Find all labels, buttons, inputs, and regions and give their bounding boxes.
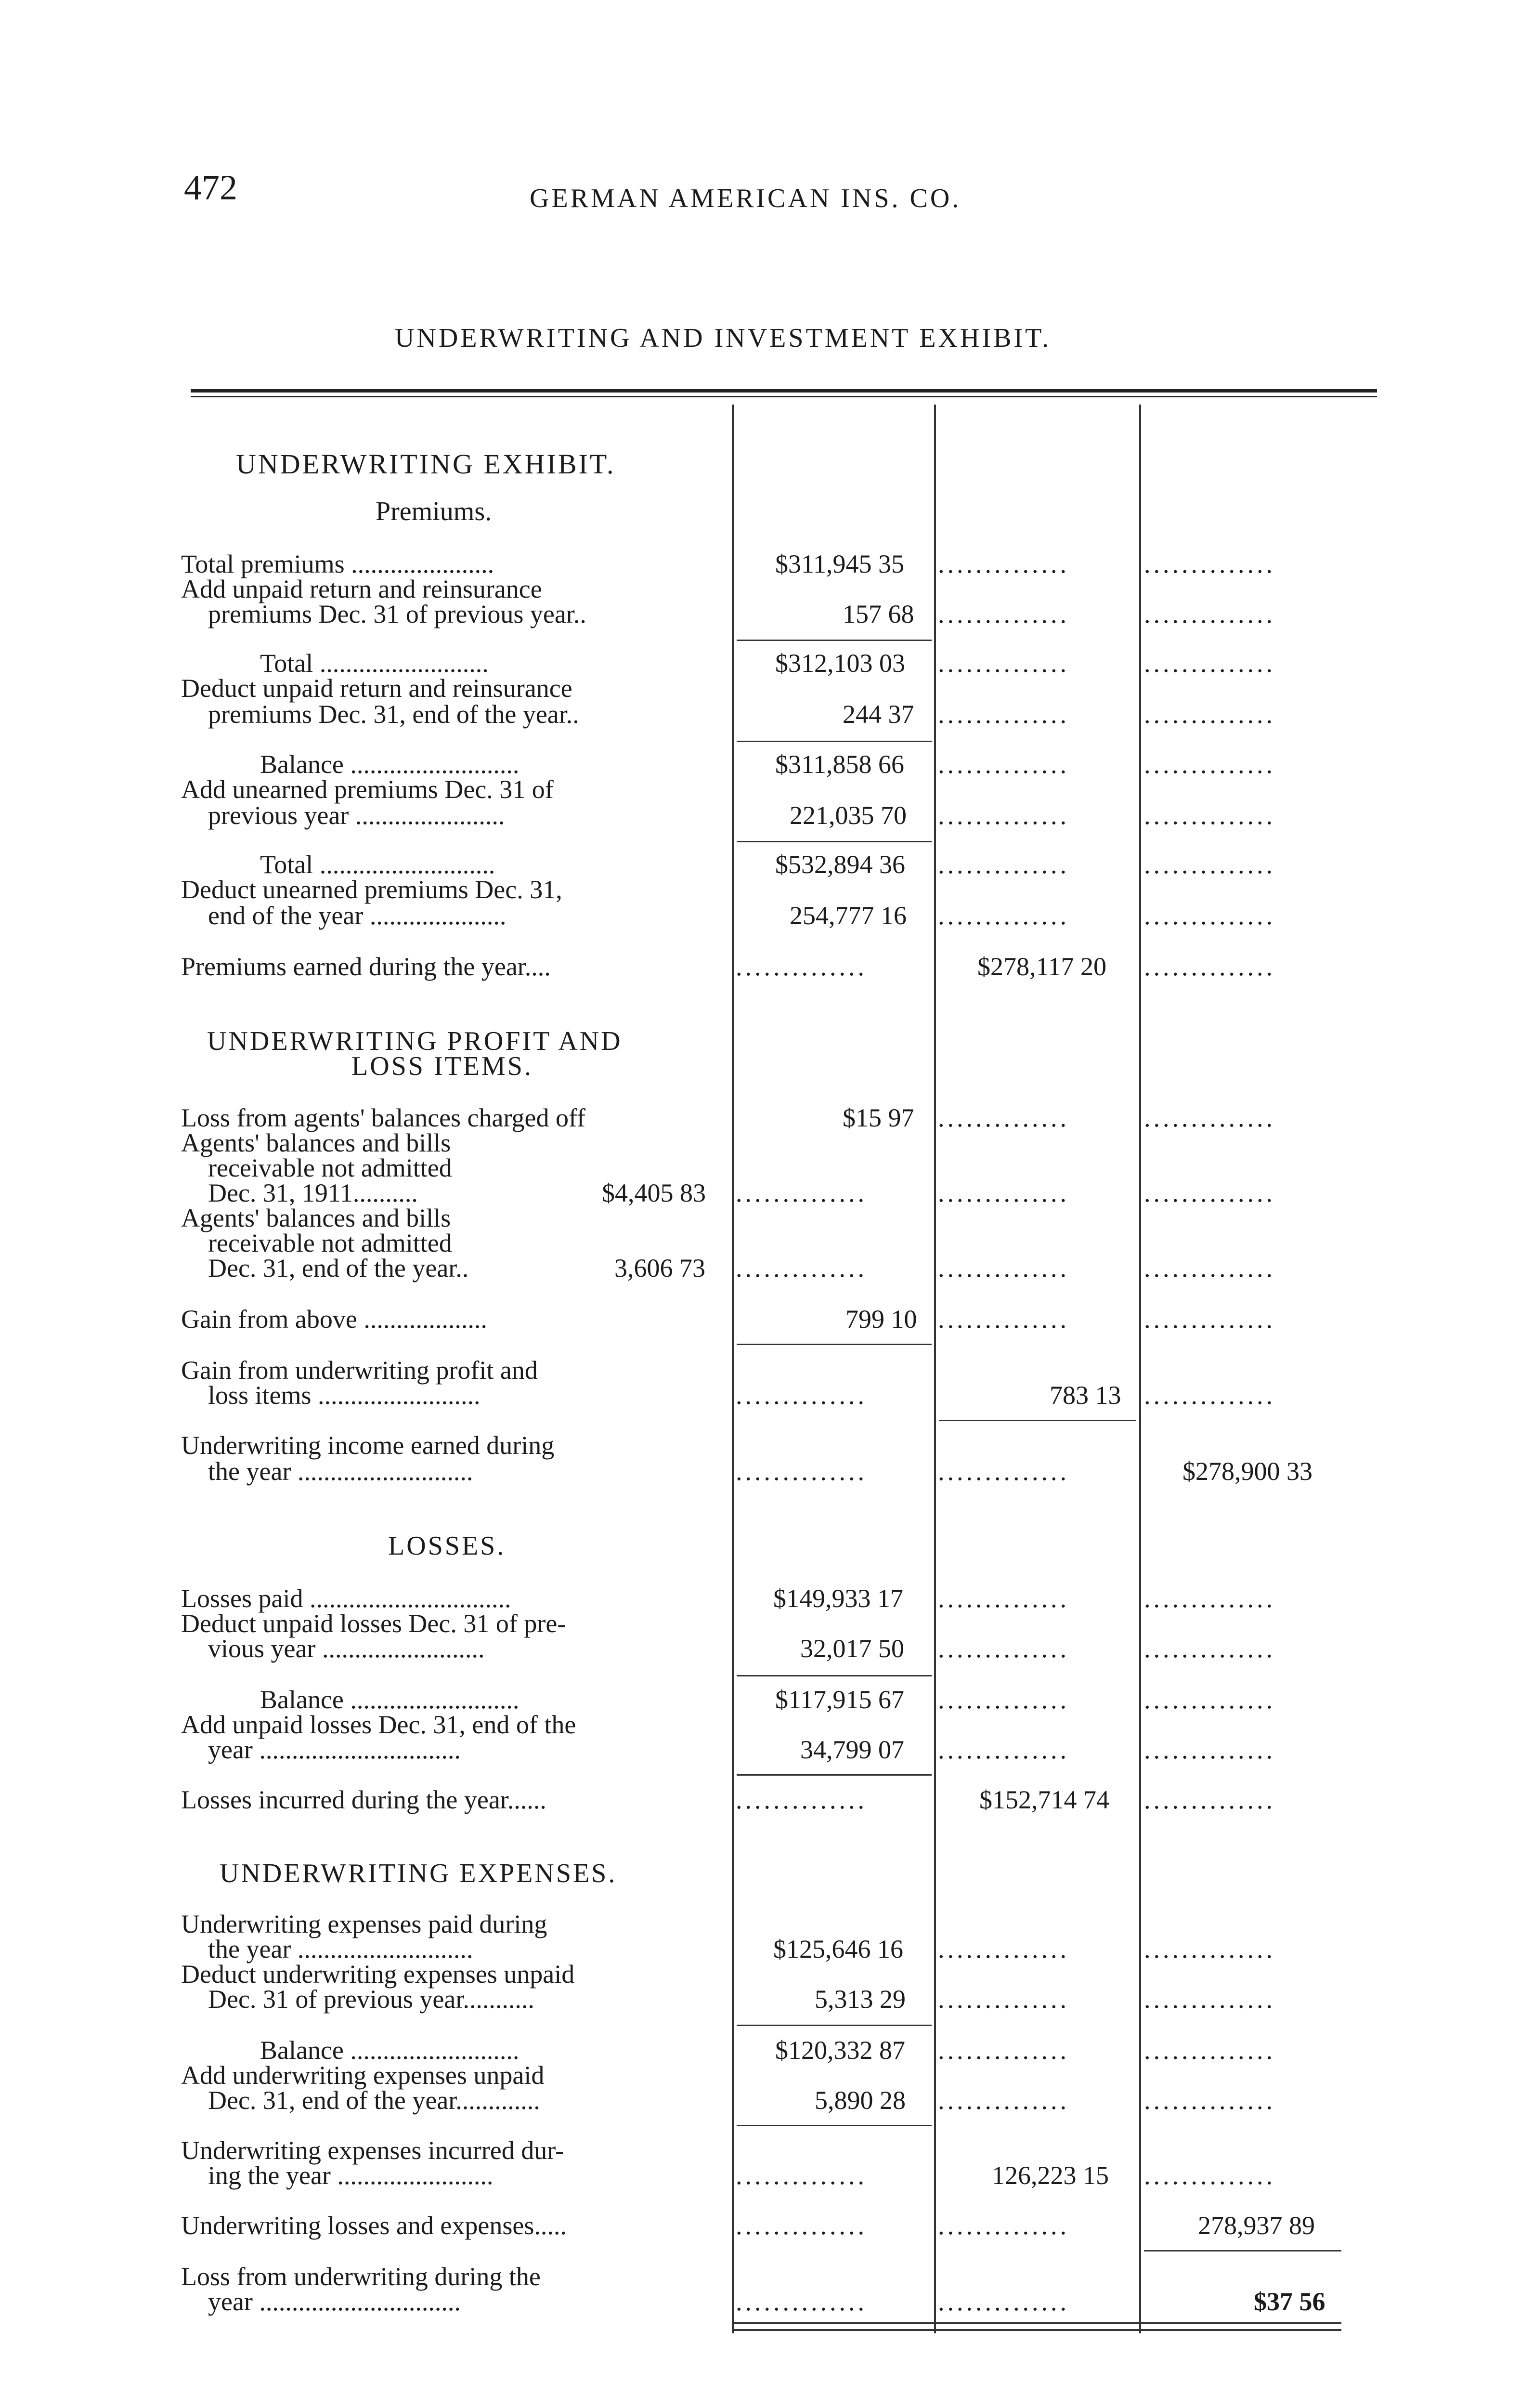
dot-leader: .............. [1144,1254,1275,1283]
row-label: Underwriting expenses incurred dur- [181,2136,564,2165]
row-label: end of the year ..................... [208,901,507,930]
column-divider-1 [732,405,734,2333]
row-value: 783 13 [1050,1381,1121,1410]
row-label: Add unpaid losses Dec. 31, end of the [181,1710,576,1739]
dot-leader: .............. [1144,2036,1275,2065]
row-label: Dec. 31, 1911.......... [208,1178,418,1207]
dot-leader: .............. [736,2287,867,2316]
row-label: Agents' balances and bills [181,1204,451,1232]
sum-rule [737,841,932,842]
row-label: Premiums earned during the year.... [181,952,551,981]
column-divider-3 [1139,405,1141,2333]
dot-leader: .............. [1144,1305,1275,1334]
row-label: Gain from underwriting profit and [181,1356,538,1385]
sum-rule [737,2125,932,2126]
sum-rule [737,1675,932,1676]
dot-leader: .............. [938,901,1069,930]
dot-leader: .............. [938,850,1069,879]
dot-leader: .............. [938,2287,1069,2316]
row-label: Dec. 31, end of the year.. [208,1254,469,1283]
row-label: Balance .......................... [260,1685,520,1714]
row-label: receivable not admitted [208,1153,452,1182]
row-value: 254,777 16 [790,901,907,930]
row-value: 5,890 28 [815,2086,906,2115]
double-rule-upper [734,2322,1341,2324]
dot-leader: .............. [1144,1584,1275,1613]
dot-leader: .............. [736,1178,867,1207]
dot-leader: .............. [1144,600,1275,628]
row-label: previous year ....................... [208,801,505,830]
dot-leader: .............. [1144,1381,1275,1410]
dot-leader: .............. [736,952,867,981]
row-value: 3,606 73 [614,1254,705,1283]
row-label: Underwriting losses and expenses..... [181,2211,567,2240]
row-label: premiums Dec. 31, end of the year.. [208,700,579,729]
row-value: 244 37 [843,700,914,729]
section-underwriting-exhibit: UNDERWRITING EXHIBIT. [236,448,616,480]
sum-rule [737,1344,932,1345]
dot-leader: .............. [938,1178,1069,1207]
row-label: Deduct underwriting expenses unpaid [181,1960,575,1989]
sum-rule [737,1774,932,1776]
row-value: $117,915 67 [775,1685,904,1714]
row-value: $278,117 20 [977,952,1106,981]
row-value: $532,894 36 [775,850,905,879]
dot-leader: .............. [938,1305,1069,1334]
dot-leader: .............. [1144,750,1275,779]
dot-leader: .............. [1144,1103,1275,1132]
row-label: the year ........................... [208,1935,473,1963]
row-label: vious year ......................... [208,1634,485,1663]
dot-leader: .............. [1144,901,1275,930]
dot-leader: .............. [736,1254,867,1283]
double-rule-lower [734,2329,1341,2331]
row-label: ing the year ........................ [208,2161,494,2190]
dot-leader: .............. [1144,550,1275,578]
row-label: premiums Dec. 31 of previous year.. [208,600,586,628]
row-value: $120,332 87 [775,2036,905,2065]
dot-leader: .............. [1144,700,1275,729]
sum-rule [737,640,932,641]
dot-leader: .............. [938,600,1069,628]
section-profit-loss-2: LOSS ITEMS. [351,1051,533,1081]
row-label: year ............................... [208,2287,461,2316]
row-label: Underwriting income earned during [181,1431,555,1460]
row-label: Agents' balances and bills [181,1128,451,1157]
top-rule-thin [191,396,1377,397]
dot-leader: .............. [1144,850,1275,879]
dot-leader: .............. [938,801,1069,830]
row-value: $312,103 03 [775,649,905,678]
row-label: Total premiums ...................... [181,550,494,578]
section-losses: LOSSES. [388,1531,506,1561]
row-label: Loss from underwriting during the [181,2262,541,2291]
row-value: 157 68 [843,600,914,628]
row-label: loss items ......................... [208,1381,481,1410]
dot-leader: .............. [1144,1685,1275,1714]
row-label: Underwriting expenses paid during [181,1910,547,1938]
row-label: Dec. 31, end of the year............. [208,2086,540,2115]
row-value: $149,933 17 [773,1584,903,1613]
row-label: Add underwriting expenses unpaid [181,2061,545,2090]
dot-leader: .............. [1144,2161,1275,2190]
dot-leader: .............. [1144,1178,1275,1207]
row-label: Add unearned premiums Dec. 31 of [181,775,554,804]
dot-leader: .............. [938,1985,1069,2014]
dot-leader: .............. [938,1935,1069,1963]
dot-leader: .............. [938,1103,1069,1132]
dot-leader: .............. [736,1381,867,1410]
dot-leader: .............. [1144,1735,1275,1764]
top-rule [191,389,1377,393]
section-profit-loss: UNDERWRITING PROFIT AND [207,1026,623,1056]
row-label: Total .......................... [260,649,489,678]
row-value: $311,858 66 [775,750,904,779]
dot-leader: .............. [938,1254,1069,1283]
sum-rule [1144,2250,1341,2251]
dot-leader: .............. [1144,1634,1275,1663]
page-number: 472 [184,168,237,208]
column-divider-2 [934,405,936,2333]
dot-leader: .............. [938,649,1069,678]
row-label: Total ........................... [260,850,495,879]
row-label: Losses incurred during the year...... [181,1785,546,1814]
dot-leader: .............. [736,2161,867,2190]
row-label: Gain from above ................... [181,1305,487,1334]
row-label: Deduct unearned premiums Dec. 31, [181,875,562,904]
dot-leader: .............. [1144,801,1275,830]
running-title: GERMAN AMERICAN INS. CO. [530,183,961,213]
row-value: 126,223 15 [992,2161,1109,2190]
section-premiums: Premiums. [376,497,492,526]
row-label: Balance .......................... [260,750,520,779]
row-label: Loss from agents' balances charged off [181,1103,585,1132]
exhibit-title: UNDERWRITING AND INVESTMENT EXHIBIT. [395,323,1052,353]
row-value: $37 56 [1254,2287,1325,2316]
row-label: Deduct unpaid losses Dec. 31 of pre- [181,1609,566,1638]
dot-leader: .............. [938,1584,1069,1613]
dot-leader: .............. [1144,649,1275,678]
dot-leader: .............. [736,1457,867,1486]
dot-leader: .............. [736,2211,867,2240]
dot-leader: .............. [938,2211,1069,2240]
row-value: 799 10 [845,1305,917,1334]
row-value: 32,017 50 [800,1634,904,1663]
dot-leader: .............. [938,1685,1069,1714]
dot-leader: .............. [1144,1985,1275,2014]
dot-leader: .............. [938,750,1069,779]
row-label: Dec. 31 of previous year........... [208,1985,534,2014]
row-label: receivable not admitted [208,1229,452,1257]
row-value: 278,937 89 [1198,2211,1315,2240]
dot-leader: .............. [938,1457,1069,1486]
dot-leader: .............. [938,2086,1069,2115]
row-value: $15 97 [843,1103,914,1132]
sum-rule [737,741,932,742]
row-value: 5,313 29 [815,1985,906,2014]
dot-leader: .............. [938,1634,1069,1663]
dot-leader: .............. [938,550,1069,578]
section-expenses: UNDERWRITING EXPENSES. [220,1858,617,1888]
sum-rule [737,2025,932,2026]
row-label: year ............................... [208,1735,461,1764]
dot-leader: .............. [1144,2086,1275,2115]
sum-rule [939,1420,1136,1421]
row-label: the year ........................... [208,1457,473,1486]
dot-leader: .............. [938,2036,1069,2065]
row-value: $125,646 16 [773,1935,903,1963]
row-label: Deduct unpaid return and reinsurance [181,674,572,703]
dot-leader: .............. [1144,952,1275,981]
row-value: $278,900 33 [1182,1457,1312,1486]
row-label: Balance .......................... [260,2036,520,2065]
row-value: 221,035 70 [790,801,907,830]
dot-leader: .............. [736,1785,867,1814]
row-value: $152,714 74 [979,1785,1109,1814]
row-value: $311,945 35 [775,550,904,578]
row-value: $4,405 83 [602,1178,706,1207]
dot-leader: .............. [1144,1935,1275,1963]
dot-leader: .............. [938,700,1069,729]
row-value: 34,799 07 [800,1735,904,1764]
dot-leader: .............. [1144,1785,1275,1814]
dot-leader: .............. [938,1735,1069,1764]
row-label: Losses paid ............................... [181,1584,511,1613]
row-label: Add unpaid return and reinsurance [181,575,542,603]
